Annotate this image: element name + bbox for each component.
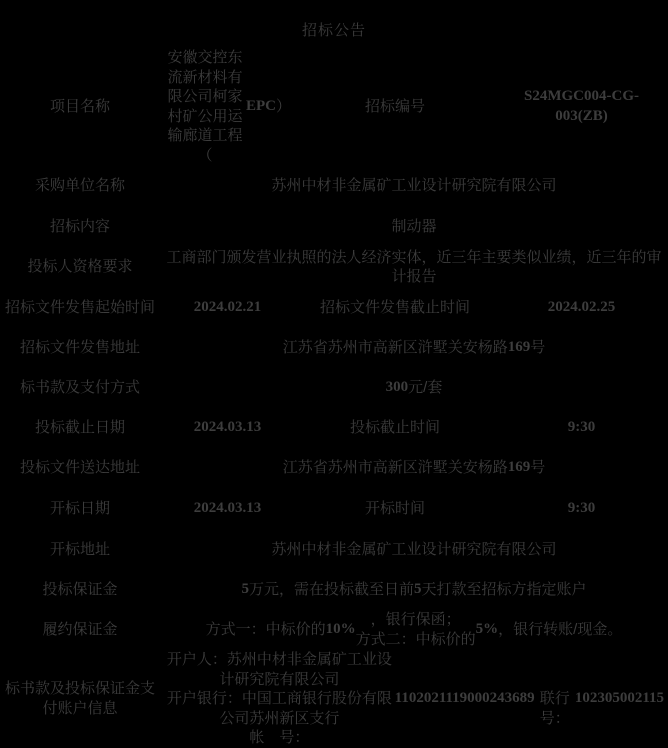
value-bidder-qualification: 工商部门颁发营业执照的法人经济实体，近三年主要类似业绩，近三年的审计报告 [166, 248, 662, 285]
value-bid-security: 5 万元，需在投标截至日前 5 天打款至招标方指定账户 [241, 580, 587, 598]
row-bid-opening-address [0, 529, 668, 570]
value-tender-number: S24MGC004-CG-003(ZB) [524, 88, 639, 124]
label-sale-end-time: 招标文件发售截止时间 [319, 299, 470, 317]
label-bid-opening-date: 开标日期 [49, 499, 110, 517]
label-payment-account-info: 标书款及投标保证金支付账户信息 [4, 680, 155, 717]
label-bid-opening-time: 开标时间 [364, 499, 425, 517]
value-bid-opening-time: 9:30 [567, 499, 596, 516]
value-document-fee: 300 元/套 [385, 378, 443, 396]
value-performance-bond: 方式一：中标价的 10% ，银行保函； 方式二：中标价的 5% ，银行转账/现金。 [205, 611, 623, 648]
row-sale-address [0, 329, 668, 367]
row-purchasing-unit [0, 165, 668, 206]
value-bid-opening-address: 苏州中材非金属矿工业设计研究院有限公司 [271, 540, 557, 558]
row-project-name [0, 48, 668, 165]
label-tender-number: 招标编号 [364, 97, 425, 115]
label-bid-delivery-address: 投标文件送达地址 [19, 458, 140, 476]
row-bid-opening [0, 488, 668, 529]
value-sale-address: 江苏省苏州市高新区浒墅关安杨路 169 号 [282, 339, 546, 357]
row-bid-deadline [0, 408, 668, 447]
label-sale-address: 招标文件发售地址 [19, 339, 140, 357]
row-bidder-qualification [0, 247, 668, 287]
label-bid-opening-address: 开标地址 [49, 540, 110, 558]
value-purchasing-unit: 苏州中材非金属矿工业设计研究院有限公司 [271, 176, 557, 194]
row-tender-content [0, 206, 668, 247]
label-performance-bond: 履约保证金 [42, 620, 118, 638]
page-title: 招标公告 [301, 21, 366, 39]
row-document-sale-time [0, 287, 668, 329]
label-bid-deadline-date: 投标截止日期 [34, 418, 125, 436]
label-project-name: 项目名称 [49, 97, 110, 115]
row-performance-bond [0, 609, 668, 650]
label-tender-content: 招标内容 [49, 217, 110, 235]
label-bidder-qualification: 投标人资格要求 [27, 258, 133, 276]
row-document-fee [0, 367, 668, 408]
label-bid-security: 投标保证金 [42, 580, 118, 598]
label-bid-deadline-time: 投标截止时间 [349, 418, 440, 436]
value-bid-deadline-date: 2024.03.13 [193, 418, 262, 435]
value-sale-start-time: 2024.02.21 [193, 299, 262, 316]
value-sale-end-time: 2024.02.25 [547, 299, 616, 316]
row-bid-security [0, 570, 668, 609]
label-purchasing-unit: 采购单位名称 [34, 176, 125, 194]
value-tender-content: 制动器 [391, 217, 437, 235]
label-document-fee: 标书款及支付方式 [19, 378, 140, 396]
label-sale-start-time: 招标文件发售起始时间 [4, 299, 155, 317]
row-payment-account-info [0, 650, 668, 748]
value-bid-opening-date: 2024.03.13 [193, 499, 262, 516]
value-bid-deadline-time: 9:30 [567, 418, 596, 435]
value-project-name: 安徽交控东流新材料有限公司柯家村矿公用运输廊道工程（ EPC ） [167, 49, 291, 164]
row-bid-delivery-address [0, 447, 668, 488]
value-bid-delivery-address: 江苏省苏州市高新区浒墅关安杨路 169 号 [282, 458, 546, 476]
value-payment-account-info: 开户人：苏州中材非金属矿工业设计研究院有限公司 开户银行：中国工商银行股份有限公司苏州新区支行 帐 号： 1102021119000243689 联行号： 102305002115 [166, 651, 664, 746]
